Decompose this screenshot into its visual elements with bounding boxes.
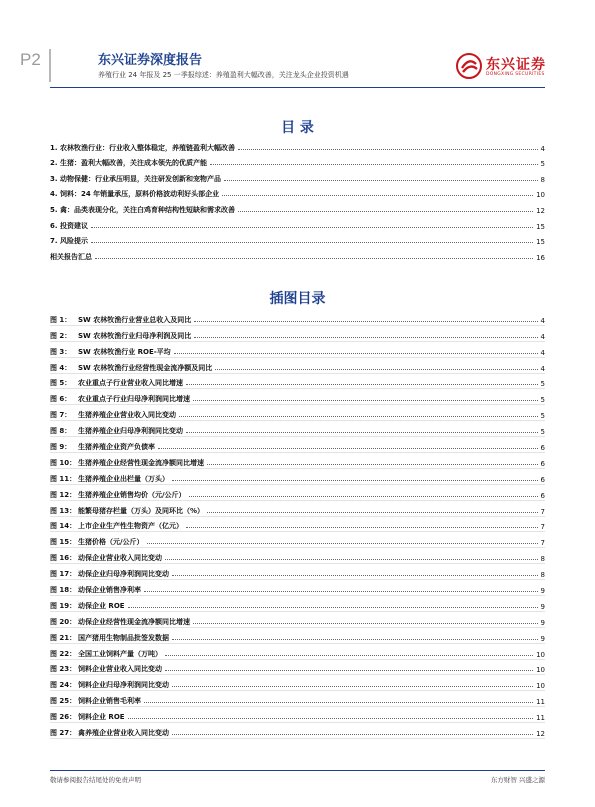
figure-list-item[interactable] <box>50 501 545 517</box>
report-title: 东兴证券深度报告 <box>98 53 203 68</box>
figure-item-number: 图 25： <box>50 697 77 706</box>
figure-item-title: SW 农林牧渔行业 ROE-平均 <box>78 347 171 356</box>
figure-item-title: SW 农林牧渔行业经营性现金流净额及同比 <box>78 363 213 372</box>
figure-item-title: 动保企业经营性现金流净额同比增速 <box>78 617 190 626</box>
figure-item-label <box>50 394 190 404</box>
figure-list-item[interactable] <box>50 453 545 469</box>
figure-list-item[interactable] <box>50 389 545 405</box>
logo-english: DONGXING SECURITIES <box>486 72 545 77</box>
figure-item-number: 图 22： <box>50 649 77 658</box>
page-header <box>0 0 595 92</box>
figure-item-page: 10 <box>536 682 545 691</box>
figure-item-page: 7 <box>540 523 545 532</box>
figure-item-page: 10 <box>536 650 545 659</box>
toc-item-page: 15 <box>536 238 545 247</box>
toc-leader-dots <box>91 227 533 228</box>
figure-leader-dots <box>128 607 538 608</box>
figure-item-label <box>50 347 171 357</box>
figure-item-page: 6 <box>540 491 545 500</box>
figure-item-label <box>50 331 191 341</box>
figure-item-label <box>50 315 191 325</box>
figure-list-item[interactable] <box>50 485 545 501</box>
toc-leader-dots <box>210 164 538 165</box>
figure-item-page: 5 <box>540 412 545 421</box>
figure-item-label <box>50 553 162 563</box>
figure-item-title: 上市企业生产性生物资产（亿元） <box>78 522 183 531</box>
figure-item-title: 动保企业营业收入同比变动 <box>78 554 162 563</box>
figure-item-page: 8 <box>540 555 545 564</box>
figure-item-number: 图 24： <box>50 681 77 690</box>
figure-leader-dots <box>215 369 537 370</box>
toc-item-label: 6. 投资建议 <box>50 221 88 230</box>
figure-item-title: 农业重点子行业营业收入同比增速 <box>78 379 183 388</box>
toc-item-page: 4 <box>540 144 545 153</box>
figure-item-title: 国产猪用生物制品批签发数据 <box>78 633 169 642</box>
figure-item-page: 5 <box>540 380 545 389</box>
figure-item-page: 6 <box>540 444 545 453</box>
figure-leader-dots <box>207 512 538 513</box>
figure-list-item[interactable] <box>50 517 545 533</box>
figure-item-title: 生猪养殖企业营业收入同比变动 <box>78 411 176 420</box>
figure-item-title: 农业重点子行业归母净利润同比增速 <box>78 395 190 404</box>
toc-item-label: 7. 风险提示 <box>50 237 88 246</box>
figure-leader-dots <box>189 496 538 497</box>
figure-list-item[interactable] <box>50 628 545 644</box>
figure-item-title: 生猪价格（元/公斤） <box>78 538 144 547</box>
toc-item[interactable] <box>50 199 545 215</box>
figure-item-number: 图 7： <box>50 411 72 420</box>
figure-leader-dots <box>165 559 538 560</box>
figure-item-page: 6 <box>540 475 545 484</box>
figure-item-label <box>50 664 162 674</box>
figure-item-title: 饲料企业销售毛利率 <box>78 697 141 706</box>
figure-item-label <box>50 585 141 595</box>
figure-item-label <box>50 728 169 738</box>
page-number: P2 <box>20 50 41 69</box>
figure-item-title: 饲料企业归母净利润同比变动 <box>78 681 169 690</box>
figure-list-item[interactable] <box>50 675 545 691</box>
figure-item-number: 图 23： <box>50 665 77 674</box>
figures-title: 插图目录 <box>269 291 326 307</box>
figure-list-item[interactable] <box>50 421 545 437</box>
figure-item-page: 4 <box>540 364 545 373</box>
figure-item-title: 生猪养殖企业出栏量（万头） <box>78 474 169 483</box>
figure-item-label <box>50 537 144 547</box>
figure-item-label <box>50 680 169 690</box>
figure-leader-dots <box>172 686 533 687</box>
figure-item-number: 图 4： <box>50 363 72 372</box>
figure-item-page: 5 <box>540 396 545 405</box>
figure-leader-dots <box>179 416 538 417</box>
figure-item-title: 禽养殖企业营业收入同比变动 <box>78 729 169 738</box>
figure-item-page: 12 <box>536 730 545 739</box>
figure-item-title: 生猪养殖企业归母净利润同比变动 <box>78 427 183 436</box>
figure-item-number: 图 10： <box>50 458 77 467</box>
figure-item-page: 8 <box>540 571 545 580</box>
figure-item-number: 图 27： <box>50 729 77 738</box>
figure-leader-dots <box>194 321 537 322</box>
figure-item-title: 全国工业饲料产量（万吨） <box>78 649 162 658</box>
figures-list <box>50 310 545 739</box>
figure-item-title: 能繁母猪存栏量（万头）及同环比（%） <box>78 506 205 515</box>
figure-item-number: 图 16： <box>50 554 77 563</box>
figure-item-title: 动保企业销售净利率 <box>78 586 141 595</box>
figure-list-item[interactable] <box>50 532 545 548</box>
figure-item-label <box>50 474 169 484</box>
toc-item-label: 4. 饲料：24 年销量承压，原料价格波动利好头部企业 <box>50 190 220 199</box>
toc-item-label: 2. 生猪：盈利大幅改善，关注成本领先的优质产能 <box>50 159 207 168</box>
figure-item-label <box>50 712 125 722</box>
figure-leader-dots <box>172 480 538 481</box>
toc-item[interactable] <box>50 231 545 247</box>
toc-leader-dots <box>238 211 533 212</box>
figure-item-page: 4 <box>540 332 545 341</box>
toc-item-page: 16 <box>536 253 545 262</box>
figure-leader-dots <box>194 337 537 338</box>
figure-item-page: 9 <box>540 634 545 643</box>
toc-item[interactable] <box>50 184 545 200</box>
figure-leader-dots <box>193 623 538 624</box>
figure-item-label <box>50 506 204 516</box>
toc-item-page: 8 <box>540 175 545 184</box>
figure-item-label <box>50 458 204 468</box>
figure-list-item[interactable] <box>50 326 545 342</box>
figure-leader-dots <box>193 400 538 401</box>
figure-item-label <box>50 601 125 611</box>
figure-leader-dots <box>186 527 538 528</box>
figure-list-item[interactable] <box>50 374 545 390</box>
figure-list-item[interactable] <box>50 437 545 453</box>
toc-title: 目 录 <box>281 120 314 136</box>
figure-list-item[interactable] <box>50 660 545 676</box>
toc-item-label: 1. 农林牧渔行业：行业收入整体稳定，养殖链盈利大幅改善 <box>50 143 235 152</box>
toc-leader-dots <box>222 195 533 196</box>
figure-list-item[interactable] <box>50 358 545 374</box>
figure-item-label <box>50 633 169 643</box>
figure-item-title: 生猪养殖企业资产负债率 <box>78 443 155 452</box>
figure-list-item[interactable] <box>50 548 545 564</box>
figure-list-item[interactable] <box>50 469 545 485</box>
figure-leader-dots <box>172 734 533 735</box>
figure-item-number: 图 26： <box>50 713 77 722</box>
figure-item-label <box>50 410 176 420</box>
toc-item[interactable] <box>50 168 545 184</box>
toc-item[interactable] <box>50 246 545 262</box>
figure-item-number: 图 21： <box>50 633 77 642</box>
figure-item-page: 11 <box>536 698 545 707</box>
toc-item-page: 5 <box>540 160 545 169</box>
figure-leader-dots <box>186 384 538 385</box>
figure-item-number: 图 6： <box>50 395 72 404</box>
logo-mark-icon <box>456 53 482 79</box>
figure-item-page: 4 <box>540 316 545 325</box>
figure-item-number: 图 12： <box>50 490 77 499</box>
figure-item-page: 5 <box>540 428 545 437</box>
toc-item-page: 10 <box>536 191 545 200</box>
figure-leader-dots <box>147 543 538 544</box>
toc-leader-dots <box>224 180 538 181</box>
figure-item-label <box>50 378 183 388</box>
figure-item-title: 动保企业 ROE <box>78 601 125 610</box>
figure-list-item[interactable] <box>50 612 545 628</box>
figure-list-item[interactable] <box>50 691 545 707</box>
footer-rule <box>50 770 545 771</box>
figure-item-number: 图 3： <box>50 347 72 356</box>
header-rule <box>50 87 545 88</box>
toc-item-page: 15 <box>536 222 545 231</box>
figure-list-item[interactable] <box>50 342 545 358</box>
figure-item-number: 图 11： <box>50 474 77 483</box>
report-subtitle: 养殖行业 24 年报及 25 一季报综述：养殖盈利大幅改善，关注龙头企业投资机遇 <box>98 71 349 79</box>
toc-leader-dots <box>238 149 538 150</box>
figure-item-number: 图 1： <box>50 315 72 324</box>
figure-item-label <box>50 696 141 706</box>
figure-item-label <box>50 649 162 659</box>
figure-item-number: 图 18： <box>50 586 77 595</box>
figure-item-label <box>50 442 155 452</box>
figure-item-number: 图 20： <box>50 617 77 626</box>
figure-item-number: 图 19： <box>50 601 77 610</box>
figure-item-page: 9 <box>540 602 545 611</box>
figure-item-number: 图 8： <box>50 427 72 436</box>
figure-item-title: 饲料企业 ROE <box>78 713 125 722</box>
figure-item-page: 7 <box>540 507 545 516</box>
figure-item-title: 生猪养殖企业销售均价（元/公斤） <box>78 490 186 499</box>
figure-item-page: 4 <box>540 348 545 357</box>
figure-list-item[interactable] <box>50 405 545 421</box>
toc-item-label: 相关报告汇总 <box>50 252 92 261</box>
figure-leader-dots <box>174 353 538 354</box>
figure-item-number: 图 2： <box>50 331 72 340</box>
figure-item-title: 生猪养殖企业经营性现金流净额同比增速 <box>78 458 204 467</box>
figure-item-page: 11 <box>536 714 545 723</box>
figure-list-item[interactable] <box>50 310 545 326</box>
figure-leader-dots <box>144 702 533 703</box>
figure-leader-dots <box>172 639 538 640</box>
figure-item-title: 饲料企业营业收入同比变动 <box>78 665 162 674</box>
figure-list-item[interactable] <box>50 564 545 580</box>
figure-leader-dots <box>144 591 538 592</box>
toc-item[interactable] <box>50 215 545 231</box>
figure-item-label <box>50 490 186 500</box>
figure-item-number: 图 5： <box>50 379 72 388</box>
figure-leader-dots <box>165 670 533 671</box>
figure-list-item[interactable] <box>50 723 545 739</box>
figure-leader-dots <box>186 432 538 433</box>
figure-item-label <box>50 363 212 373</box>
figure-leader-dots <box>172 575 538 576</box>
figure-item-label <box>50 521 183 531</box>
figure-item-number: 图 15： <box>50 538 77 547</box>
toc-item[interactable] <box>50 137 545 153</box>
footer-disclaimer: 敬请参阅报告结尾处的免责声明 <box>50 776 141 784</box>
toc-item-label: 3. 动物保健：行业承压明显，关注研发创新和宠物产品 <box>50 174 221 183</box>
figure-leader-dots <box>128 718 534 719</box>
figure-item-label <box>50 617 190 627</box>
figure-item-number: 图 13： <box>50 506 77 515</box>
figure-list-item[interactable] <box>50 707 545 723</box>
logo-name: 东兴证券 <box>486 57 546 73</box>
footer-slogan: 东方财智 兴盛之源 <box>490 776 545 784</box>
figure-item-title: SW 农林牧渔行业归母净利润及同比 <box>78 331 192 340</box>
figure-leader-dots <box>158 448 538 449</box>
figure-item-label <box>50 569 169 579</box>
toc-item-label: 5. 禽：品类表现分化，关注白鸡育种结构性短缺和需求改善 <box>50 205 235 214</box>
figure-item-title: 动保企业归母净利润同比变动 <box>78 570 169 579</box>
toc-leader-dots <box>95 258 533 259</box>
figure-item-number: 图 17： <box>50 570 77 579</box>
figure-leader-dots <box>165 655 533 656</box>
figure-list-item[interactable] <box>50 596 545 612</box>
header-divider <box>49 49 51 82</box>
company-logo <box>456 51 556 81</box>
figure-item-page: 6 <box>540 459 545 468</box>
toc-leader-dots <box>91 242 533 243</box>
toc-list <box>50 137 545 262</box>
figure-item-page: 7 <box>540 539 545 548</box>
figure-list-item[interactable] <box>50 580 545 596</box>
figure-list-item[interactable] <box>50 644 545 660</box>
figure-item-number: 图 9： <box>50 443 72 452</box>
figure-item-page: 9 <box>540 618 545 627</box>
toc-item[interactable] <box>50 153 545 169</box>
figure-item-label <box>50 426 183 436</box>
toc-item-page: 12 <box>536 206 545 215</box>
figure-item-number: 图 14： <box>50 522 77 531</box>
figure-item-title: SW 农林牧渔行业营业总收入及同比 <box>78 315 192 324</box>
figure-item-page: 10 <box>536 666 545 675</box>
figure-item-page: 9 <box>540 587 545 596</box>
figure-leader-dots <box>207 464 538 465</box>
